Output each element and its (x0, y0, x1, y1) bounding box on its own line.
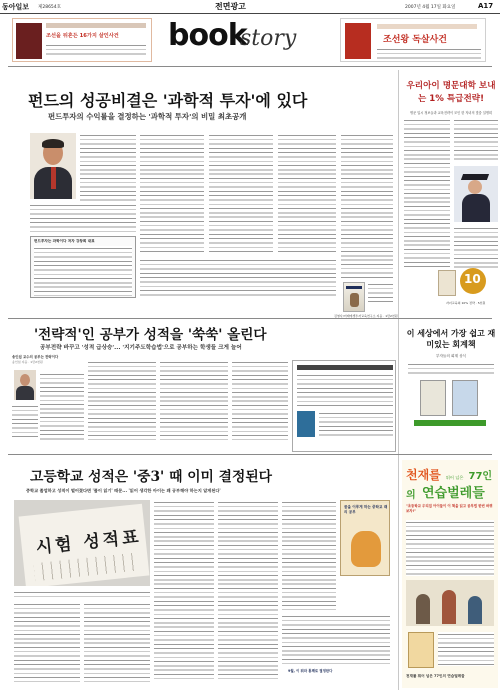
second-body-col-4 (160, 360, 228, 440)
photo-paper-grid (34, 552, 139, 581)
third-body-col-3 (14, 602, 80, 682)
badge-number: 10 (464, 272, 481, 286)
grad-face (468, 180, 482, 194)
section-title: 전면광고 (215, 2, 246, 11)
second-body-col-1 (40, 372, 84, 440)
ad-title: 조선왕 독살사건 (383, 35, 447, 45)
cover-figure (350, 293, 359, 307)
side-top-subtitle: 명문 입시 정보들과 교육전략이 모인 한 자녀의 맞춤 설명회 (409, 111, 492, 115)
photo-tie (51, 167, 56, 189)
book-thumbnail (16, 23, 42, 59)
side-top-col-1 (404, 118, 450, 268)
second-headline: '전략적'인 공부가 성적을 '쑥쑥' 올린다 (34, 327, 267, 343)
photo-suit (16, 386, 34, 400)
third-body-col-2 (218, 500, 278, 680)
photo-hair (42, 139, 64, 148)
author-photo (30, 133, 76, 199)
book-thumbnail (345, 23, 371, 59)
side-bottom-title-row-2: 연습벌레들 (422, 486, 485, 501)
third-book-title: 꿈을 이루게 하는 중학교 때의 공부 (344, 505, 388, 514)
lead-body-col-3 (209, 133, 273, 255)
side-mid-title: 이 세상에서 가장 쉽고 재미있는 회계책 (406, 329, 496, 349)
photo-paper-text: 시험 성적표 (34, 527, 143, 558)
side-top-col-2 (454, 118, 498, 162)
side-top-book (438, 270, 456, 296)
lead-body-col-5 (30, 203, 136, 233)
ad-copy (46, 43, 146, 57)
third-photo (14, 500, 150, 586)
second-body-col-2 (12, 404, 38, 440)
section-divider-2 (8, 454, 492, 455)
info-box-list (34, 246, 132, 296)
title-c: 77인의 (406, 471, 493, 501)
issue-date: 2007년 4월 17일 화요일 (405, 5, 456, 10)
author-info-box (30, 236, 136, 298)
graduation-image (454, 166, 498, 222)
ad-title: 조선을 뒤흔든 16가지 살인사건 (46, 33, 119, 39)
side-bottom-photo (406, 580, 494, 626)
photo-head (20, 374, 30, 386)
photo-figure-1 (416, 594, 430, 624)
side-bottom-ad[interactable] (402, 460, 498, 688)
second-body-col-5 (232, 360, 288, 440)
section-logo (168, 20, 318, 60)
second-book-ad-title (297, 365, 393, 370)
third-headline: 고등학교 성적은 '중3' 때 이미 결정된다 (30, 469, 272, 485)
side-mid-book-1 (420, 380, 446, 416)
lead-body-col-1 (80, 133, 136, 201)
side-top-caption: 자녀교육의 10% 전략 · 5천원 (446, 301, 486, 305)
third-book-caption: 9월, 이 뭐라 통째로 결정한다 (288, 669, 333, 673)
ad-kicker (46, 23, 146, 28)
side-bottom-book (408, 632, 434, 668)
ad-copy (377, 47, 481, 59)
title-b: 뛰어 넘은 (445, 475, 464, 480)
column-rule (398, 70, 399, 690)
third-body-col-4 (84, 602, 150, 682)
logo-book: book (168, 18, 247, 53)
issue-number: 제28654호 (38, 5, 62, 10)
top-ad-left[interactable] (12, 18, 152, 62)
side-mid-book-2 (452, 380, 478, 416)
side-mid-button[interactable] (414, 420, 486, 426)
side-mid-subtitle: 부자들의 회계 상식 (435, 354, 467, 358)
masthead (0, 0, 500, 14)
logo-story: story (240, 26, 297, 51)
lead-subhead: 펀드투자의 수익률을 결정하는 '과학적 투자'의 비밀 최초공개 (48, 112, 247, 121)
lead-book-cover[interactable] (343, 282, 365, 312)
cover-title-bar (346, 286, 362, 289)
second-book-cover (297, 411, 315, 437)
third-photo-caption (14, 590, 150, 598)
third-body-col-5 (282, 500, 336, 610)
side-mid-ad[interactable] (402, 324, 498, 446)
lead-book-blurb (368, 282, 393, 304)
side-bottom-caption: 천재를 뛰어 넘은 77인의 연습벌레들 (406, 674, 465, 678)
page-number: A17 (478, 2, 494, 10)
third-book-cover[interactable] (340, 500, 390, 576)
lead-body-col-4 (278, 133, 336, 255)
top-ad-right[interactable] (340, 18, 486, 62)
ten-percent-badge (460, 268, 486, 294)
third-book-illustration (351, 531, 381, 567)
grad-gown (462, 194, 490, 222)
photo-figure-2 (442, 590, 456, 624)
section-divider-1 (8, 318, 492, 319)
lead-body-col-2 (140, 133, 204, 255)
paper-name: 동아일보 (2, 2, 30, 11)
third-book-blurb (282, 614, 390, 664)
side-bottom-tagline: "초등학교 우리집 아이들이 이 책을 읽고 공부법 한번 바꿔보자!" (406, 504, 493, 513)
header-divider (8, 66, 492, 67)
lead-book-caption: 김영사/미래에셋투자교육연구소 지음 · 1만2천원 (334, 314, 398, 318)
side-bottom-specs (438, 632, 494, 666)
side-top-ad[interactable] (402, 70, 498, 316)
lead-headline: 펀드의 성공비결은 '과학적 투자'에 있다 (28, 91, 308, 110)
photo-paper (19, 504, 150, 586)
second-body-col-3 (88, 360, 156, 440)
second-contact: 송인섭 지음 · 1만2천원 (12, 360, 43, 364)
second-book-ad[interactable] (292, 360, 396, 452)
second-book-ad-copy (297, 373, 393, 407)
photo-figure-3 (468, 596, 482, 624)
ad-kicker (377, 24, 477, 29)
title-a: 천재를 (406, 468, 441, 482)
info-box-title: 펀드투자는 과학이다 저자 강창희 대표 (34, 239, 95, 243)
side-bottom-copy (406, 520, 494, 576)
second-byline: 송인섭 교수의 공부는 전략이다 (12, 355, 59, 359)
second-subhead: 공부전략 바꾸고 '성적 급상승'... '지기주도학습법'으로 공부하는 학생들 크게 늘어 (40, 345, 242, 351)
third-body-col-1 (154, 500, 214, 680)
second-author-photo (14, 370, 36, 400)
side-top-title: 우리아이 명문대학 보내는 1% 특급전략! (406, 81, 496, 104)
side-top-col-3 (454, 226, 498, 268)
lead-body-col-6 (140, 258, 336, 298)
second-book-specs (319, 411, 393, 437)
lead-sidebar-text (341, 133, 393, 279)
third-subhead: 중학교 졸업하고 성적이 떨어졌다면 '풀이 읽기' 때문... '읽어 생각한 아이는 왜 공부해야 하는지 알게된다' (26, 488, 221, 493)
side-mid-copy (408, 362, 494, 374)
